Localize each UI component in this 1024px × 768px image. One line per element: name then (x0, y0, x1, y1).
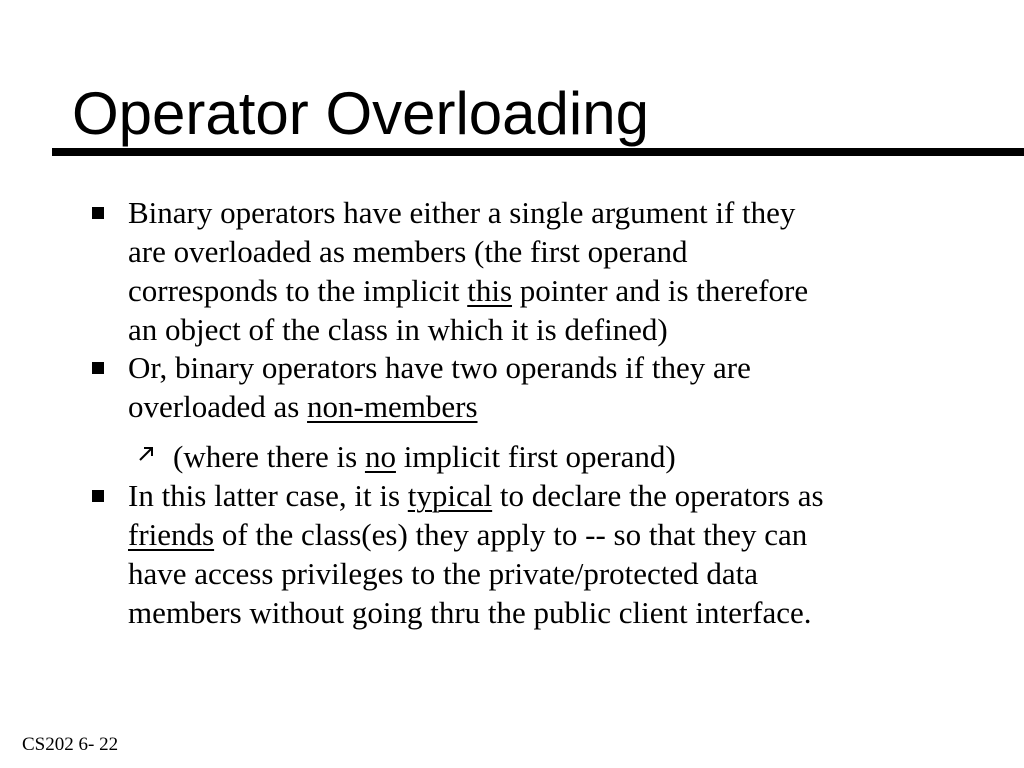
bullet-line: have access privileges to the private/protected data (128, 556, 759, 591)
underlined-no: no (364, 439, 396, 474)
underlined-this: this (467, 273, 513, 308)
bullet-line (128, 271, 808, 310)
text-segment: overloaded as (128, 389, 308, 424)
bullet-line: Or, binary operators have two operands if they are (128, 350, 751, 385)
text-segment: corresponds to the implicit (128, 273, 468, 308)
slide-title: Operator Overloading (72, 80, 649, 147)
underlined-typical: typical (407, 478, 493, 513)
text-segment: implicit first operand) (395, 439, 676, 474)
square-bullet-icon (92, 362, 104, 374)
slide-footer-number: CS202 6- 22 (22, 734, 119, 755)
text-segment: In this latter case, it is (128, 478, 408, 513)
underlined-non-members: non-members (307, 389, 478, 424)
title-underline-rule (52, 148, 1024, 156)
bullet-line: are overloaded as members (the first operand (128, 234, 688, 269)
bullet-line: members without going thru the public client interface. (128, 595, 812, 630)
bullet-line: Binary operators have either a single argument if they (128, 195, 796, 230)
square-bullet-icon (92, 207, 104, 219)
bullet-line (128, 476, 824, 515)
bullet-line (128, 515, 824, 554)
square-bullet-icon (92, 490, 104, 502)
text-segment: pointer and is therefore (512, 273, 809, 308)
diagonal-arrow-icon (137, 445, 155, 463)
sub-bullet-no-implicit-operand (173, 437, 676, 476)
text-segment: of the class(es) they apply to -- so that they can (214, 517, 808, 552)
bullet-line (128, 387, 751, 426)
bullet-binary-operators-members (128, 193, 808, 349)
bullet-friend-operators (128, 476, 824, 632)
bullet-binary-operators-non-members (128, 348, 751, 426)
text-segment: (where there is (173, 439, 365, 474)
underlined-friends: friends (128, 517, 215, 552)
text-segment: to declare the operators as (492, 478, 824, 513)
bullet-line: an object of the class in which it is defined) (128, 312, 668, 347)
